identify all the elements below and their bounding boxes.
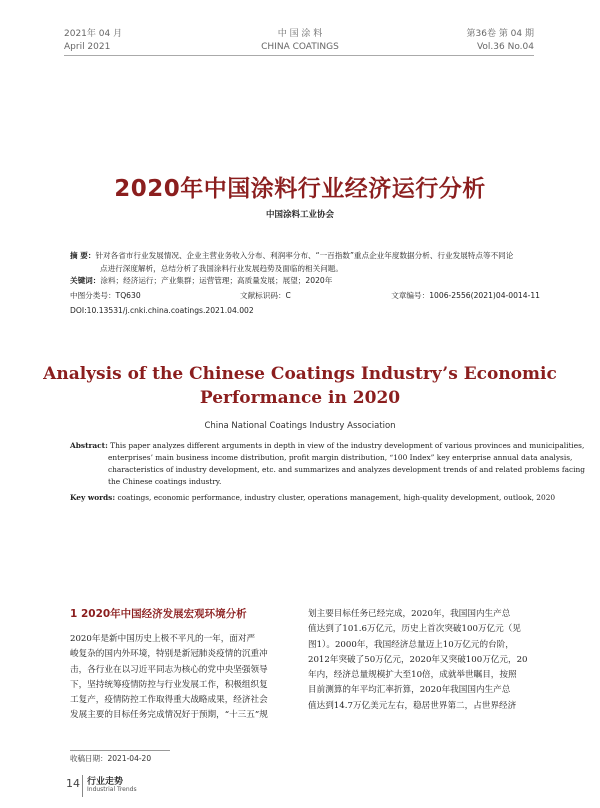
body-line: 工复产，疫情防控工作取得重大战略成果，经济社会 bbox=[70, 695, 268, 706]
doi: DOI:10.13531/j.cnki.china.coatings.2021.04.002 bbox=[70, 306, 254, 315]
header-date-en: April 2021 bbox=[64, 42, 111, 52]
document-code: 文献标识码：C bbox=[240, 291, 291, 300]
body-line: 图1）。2000年，我国经济总量迈上10万亿元的台阶， bbox=[308, 639, 514, 650]
article-title-en bbox=[40, 362, 560, 410]
abstract-en-label: Abstract: bbox=[70, 441, 108, 450]
keywords-en-label: Key words: bbox=[70, 493, 116, 502]
header-date-cn: 2021年 04 月 bbox=[64, 29, 123, 39]
article-title-en-line1: Analysis of the Chinese Coatings Industry’s Economic bbox=[43, 364, 557, 384]
author-cn: 中国涂料工业协会 bbox=[265, 210, 334, 220]
body-line: 发展主要的目标任务完成情况好于预期，“十三五”规 bbox=[70, 710, 268, 721]
body-line: 峻复杂的国内外环境，特别是新冠肺炎疫情的沉重冲 bbox=[70, 649, 268, 660]
body-column-left bbox=[70, 632, 292, 724]
abstract-en bbox=[70, 440, 586, 488]
header-journal-cn: 中 国 涂 料 bbox=[277, 29, 323, 39]
header-volume-en: Vol.36 No.04 bbox=[476, 42, 534, 52]
article-title-en-line2: Performance in 2020 bbox=[199, 388, 401, 408]
header-rule bbox=[64, 55, 534, 56]
article-number: 文章编号：1006-2556(2021)04-0014-11 bbox=[391, 291, 540, 300]
abstract-cn-label: 摘 要： bbox=[70, 251, 96, 260]
received-date-note: 收稿日期：2021-04-20 bbox=[70, 754, 152, 763]
abstract-en-line2: enterprises’ main business income distribution, profit margin distribution, “100 Index” key enterprise annual data analysis, bbox=[108, 453, 573, 462]
abstract-cn-line2: 点进行深度解析，总结分析了我国涂料行业发展趋势及面临的相关问题。 bbox=[100, 263, 343, 273]
footer-divider bbox=[82, 775, 83, 797]
header-volume-cn: 第36卷 第 04 期 bbox=[466, 29, 534, 39]
abstract-cn-line1: 针对各省市行业发展情况、企业主营业务收入分布、利润率分布、“一百指数”重点企业年度数据分析、行业发展特点等不同论 bbox=[95, 251, 514, 260]
article-title-cn: 2020年中国涂料行业经济运行分析 bbox=[114, 176, 486, 202]
body-line: 下，坚持统筹疫情防控与行业发展工作，积极组织复 bbox=[70, 679, 268, 690]
body-line: 2012年突破了50万亿元，2020年又突破100万亿元，20 bbox=[308, 654, 528, 665]
abstract-en-line4: the Chinese coatings industry. bbox=[108, 477, 222, 486]
keywords-en-text: coatings, economic performance, industry cluster, operations management, high-quality development, outlook, 2020 bbox=[117, 493, 556, 502]
body-line: 目前测算的年平均汇率折算，2020年我国国内生产总 bbox=[308, 685, 511, 696]
body-line: 值达到14.7万亿美元左右，稳居世界第二，占世界经济 bbox=[308, 700, 517, 711]
abstract-en-line3: characteristics of industry development, etc. and summarizes and analyzes development trends of and related problems facing bbox=[108, 465, 586, 474]
abstract-en-line1: This paper analyzes different arguments in depth in view of the industry development of various provinces and municipalities, bbox=[110, 441, 585, 450]
footnote-rule bbox=[70, 750, 170, 751]
footer-section-cn: 行业走势 bbox=[87, 777, 124, 787]
body-line: 2020年是新中国历史上极不平凡的一年，面对严 bbox=[70, 634, 256, 644]
abstract-cn bbox=[70, 250, 540, 288]
body-line: 年内，经济总量规模扩大至10倍，成就举世瞩目，按照 bbox=[308, 670, 517, 681]
section-title: 1 2020年中国经济发展宏观环境分析 bbox=[70, 608, 247, 620]
keywords-en bbox=[70, 492, 556, 504]
body-column-right bbox=[308, 607, 530, 714]
footer-section-en: Industrial Trends bbox=[87, 786, 137, 793]
author-en: China National Coatings Industry Association bbox=[204, 421, 396, 431]
keywords-cn-label: 关键词： bbox=[70, 276, 101, 285]
keywords-cn-text: 涂料；经济运行；产业集群；运营管理；高质量发展；展望；2020年 bbox=[100, 276, 333, 285]
page-number: 14 bbox=[66, 777, 80, 790]
body-line: 值达到了101.6万亿元，历史上首次突破100万亿元（见 bbox=[308, 624, 521, 635]
clc-number: 中图分类号：TQ630 bbox=[70, 291, 141, 300]
body-line: 划主要目标任务已经完成，2020年，我国国内生产总 bbox=[308, 609, 511, 619]
body-line: 击，各行业在以习近平同志为核心的党中央坚强领导 bbox=[70, 664, 268, 675]
header-journal-en: CHINA COATINGS bbox=[261, 42, 339, 52]
